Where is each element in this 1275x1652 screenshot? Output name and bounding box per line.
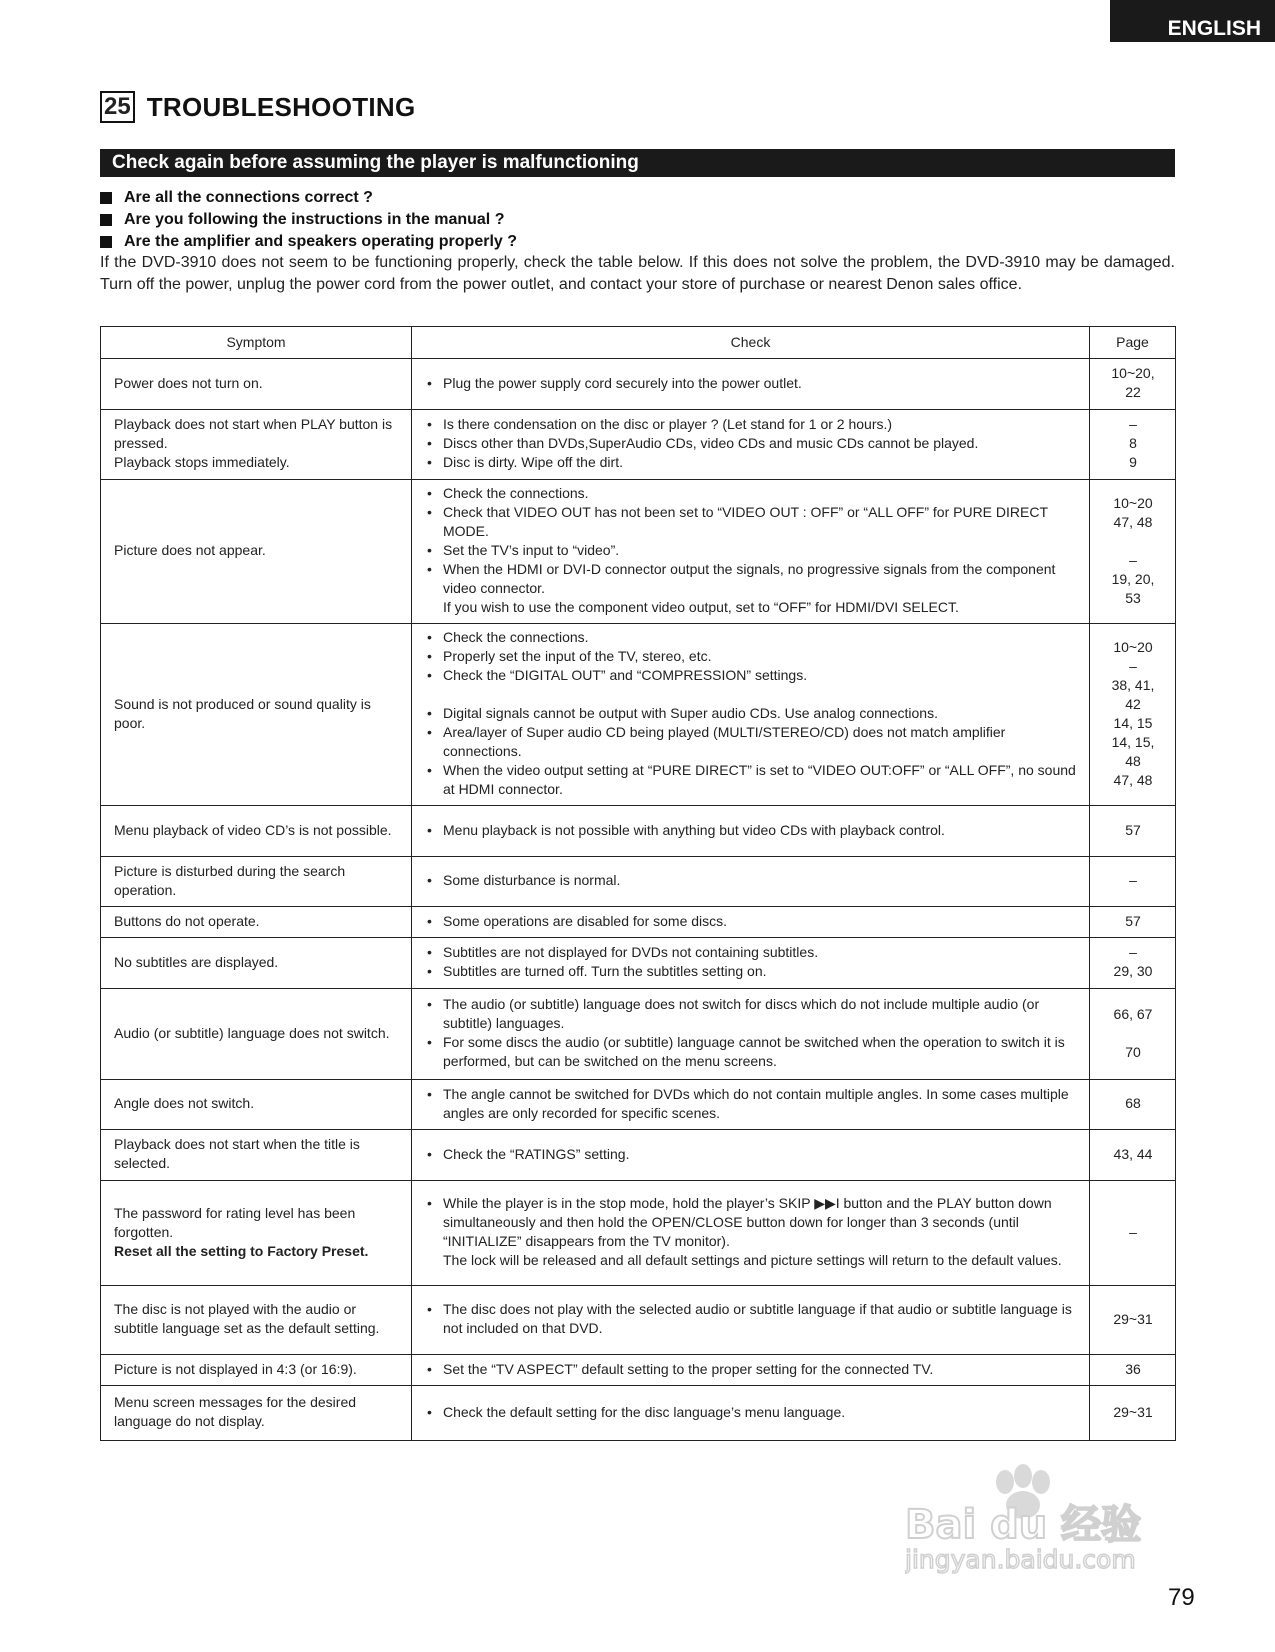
page-reference: –: [1129, 551, 1137, 568]
page-cell: [1090, 938, 1176, 989]
symptom-text: Picture does not appear.: [114, 542, 266, 558]
baidu-watermark: [905, 1460, 1205, 1575]
pre-check-item: Are the amplifier and speakers operating properly ?: [100, 231, 517, 253]
check-note: The lock will be released and all default settings and picture settings will return to the default values.: [443, 1252, 1062, 1268]
page-reference: 57: [1125, 821, 1141, 838]
check-list: [425, 1360, 1077, 1379]
table-row: [101, 806, 1176, 857]
page-reference: 66, 67: [1113, 1005, 1153, 1022]
table-row: [101, 359, 1176, 410]
symptom-cell: [101, 480, 412, 624]
page-cell: [1090, 1080, 1176, 1130]
check-cell: [412, 806, 1090, 857]
check-item: • While the player is in the stop mode, hold the player’s SKIP ▶▶I button and the PLAY button down simultaneously and then hold the OPEN/CLOSE button down for longer than 3 seconds (until “INITIALIZE” disappears from the TV monitor).: [425, 1194, 1077, 1251]
page-cell: [1090, 1355, 1176, 1386]
section-number: 25: [100, 91, 135, 123]
table-row: [101, 1080, 1176, 1130]
page-number: 79: [1168, 1584, 1195, 1611]
page-reference: 29~31: [1113, 1310, 1153, 1327]
column-header-symptom: Symptom: [101, 327, 412, 359]
table-row: [101, 480, 1176, 624]
page-cell: [1090, 624, 1176, 806]
table-row: [101, 1286, 1176, 1355]
symptom-cell: [101, 1286, 412, 1355]
language-tab: ENGLISH: [1110, 0, 1275, 42]
watermark-url: jingyan.baidu.com: [905, 1545, 1136, 1574]
page-cell: [1090, 1181, 1176, 1286]
symptom-cell: [101, 410, 412, 480]
symptom-cell: [101, 1386, 412, 1441]
symptom-text: No subtitles are displayed.: [114, 953, 279, 970]
check-item: • Some operations are disabled for some discs.: [425, 912, 1077, 931]
check-list: [425, 912, 1077, 931]
table-row: [101, 624, 1176, 806]
check-list: [425, 1145, 1077, 1164]
symptom-text: Playback does not start when PLAY button is pressed.: [114, 416, 393, 451]
check-item: • Check the “DIGITAL OUT” and “COMPRESSION” settings.: [425, 666, 1077, 685]
check-item: • Properly set the input of the TV, stereo, etc.: [425, 647, 1077, 666]
check-list: [425, 1194, 1077, 1251]
page-reference: 8: [1129, 435, 1137, 451]
table-row: [101, 1130, 1176, 1181]
page-reference: 14, 15: [1113, 714, 1153, 731]
table-row: [101, 1355, 1176, 1386]
symptom-emphasis: Reset all the setting to Factory Preset.: [114, 1242, 369, 1259]
check-list: [425, 871, 1077, 890]
check-item: • Set the “TV ASPECT” default setting to the proper setting for the connected TV.: [425, 1360, 1077, 1379]
check-item: • Check the connections.: [425, 628, 1077, 647]
check-list: [425, 995, 1077, 1071]
check-cell: [412, 624, 1090, 806]
troubleshooting-table: [100, 326, 1176, 1441]
symptom-cell: [101, 1080, 412, 1130]
pre-check-list: [100, 187, 517, 253]
check-item: • Menu playback is not possible with anything but video CDs with playback control.: [425, 821, 1077, 840]
check-cell: [412, 480, 1090, 624]
table-row: [101, 410, 1176, 480]
symptom-text: Playback stops immediately.: [114, 454, 290, 470]
page-reference: 10~20: [1113, 638, 1153, 655]
check-item: • Subtitles are turned off. Turn the subtitles setting on.: [425, 962, 1077, 981]
page-cell: [1090, 1286, 1176, 1355]
page-reference: 42: [1125, 695, 1141, 712]
symptom-text: Menu playback of video CD’s is not possible.: [114, 821, 392, 838]
check-item: • Check the default setting for the disc language’s menu language.: [425, 1403, 1077, 1422]
square-bullet-icon: [100, 214, 112, 226]
check-list: [425, 415, 1077, 472]
symptom-text: Picture is disturbed during the search operation.: [114, 862, 346, 898]
symptom-cell: [101, 806, 412, 857]
page-reference: 53: [1125, 589, 1141, 606]
check-cell: [412, 1386, 1090, 1441]
check-item: • The angle cannot be switched for DVDs which do not contain multiple angles. In some cases multiple angles are only recorded for specific scenes.: [425, 1085, 1077, 1123]
check-item: • Subtitles are not displayed for DVDs not containing subtitles.: [425, 943, 1077, 962]
section-heading: [100, 91, 416, 123]
symptom-text: Playback does not start when the title is selected.: [114, 1136, 360, 1171]
page-reference: 19, 20,: [1111, 570, 1155, 587]
page-reference: 29, 30: [1113, 963, 1153, 979]
symptom-cell: [101, 907, 412, 938]
page-reference: 68: [1125, 1095, 1141, 1111]
check-cell: [412, 1080, 1090, 1130]
table-row: [101, 1386, 1176, 1441]
check-item: • Digital signals cannot be output with Super audio CDs. Use analog connections.: [425, 704, 1077, 723]
page-reference: 10~20,: [1111, 365, 1155, 381]
page-reference: [1103, 532, 1163, 551]
table-row: [101, 1181, 1176, 1286]
check-cell: [412, 857, 1090, 907]
check-item: • Plug the power supply cord securely into the power outlet.: [425, 374, 1077, 393]
symptom-text: The password for rating level has been forgotten.: [114, 1204, 356, 1240]
page-cell: [1090, 857, 1176, 907]
column-header-check: Check: [412, 327, 1090, 359]
symptom-cell: [101, 1181, 412, 1286]
check-cell: [412, 1181, 1090, 1286]
check-item: • Check that VIDEO OUT has not been set to “VIDEO OUT : OFF” or “ALL OFF” for PURE DIRECT MODE.: [425, 503, 1077, 541]
page-reference: –: [1129, 657, 1137, 674]
symptom-text: Picture is not displayed in 4:3 (or 16:9).: [114, 1360, 357, 1377]
symptom-cell: [101, 938, 412, 989]
page-reference: 10~20: [1113, 494, 1153, 511]
table-row: [101, 989, 1176, 1080]
page-cell: [1090, 806, 1176, 857]
symptom-text: Buttons do not operate.: [114, 912, 260, 929]
symptom-text: Menu screen messages for the desired language do not display.: [114, 1394, 357, 1429]
page-cell: [1090, 410, 1176, 480]
page-reference: 14, 15,: [1111, 733, 1155, 750]
check-cell: [412, 907, 1090, 938]
symptom-text: Audio (or subtitle) language does not switch.: [114, 1024, 390, 1041]
intro-paragraph: If the DVD-3910 does not seem to be functioning properly, check the table below. If this does not solve the problem, the DVD-3910 may be damaged. Turn off the power, unplug the power cord from the power outlet, and contact your store of purchase or nearest Denon sales office.: [100, 254, 1175, 293]
page-reference: –: [1129, 944, 1137, 960]
page-cell: [1090, 359, 1176, 410]
page-reference: –: [1129, 416, 1137, 432]
check-cell: [412, 1355, 1090, 1386]
page-cell: [1090, 480, 1176, 624]
check-list: [425, 1085, 1077, 1123]
symptom-text: The disc is not played with the audio or subtitle language set as the default setting.: [114, 1301, 380, 1336]
check-item: • Some disturbance is normal.: [425, 871, 1077, 890]
check-cell: [412, 359, 1090, 410]
symptom-cell: [101, 359, 412, 410]
check-item: • For some discs the audio (or subtitle) language cannot be switched when the operation to switch it is performed, but can be switched on the menu screens.: [425, 1033, 1077, 1071]
page-reference: [1103, 1024, 1163, 1043]
page-reference: 9: [1129, 454, 1137, 470]
symptom-cell: [101, 989, 412, 1080]
check-cell: [412, 938, 1090, 989]
page-reference: 43, 44: [1113, 1145, 1153, 1162]
check-item: • Check the “RATINGS” setting.: [425, 1145, 1077, 1164]
page-reference: –: [1129, 1223, 1137, 1240]
page-cell: [1090, 1386, 1176, 1441]
check-item: • The disc does not play with the selected audio or subtitle language if that audio or subtitle language is not included on that DVD.: [425, 1300, 1077, 1338]
page-cell: [1090, 907, 1176, 938]
check-item: • When the HDMI or DVI-D connector output the signals, no progressive signals from the component video connector.: [425, 560, 1077, 598]
symptom-cell: [101, 624, 412, 806]
check-item: • Disc is dirty. Wipe off the dirt.: [425, 453, 1077, 472]
section-banner: Check again before assuming the player is malfunctioning: [100, 149, 1175, 177]
check-list: [425, 628, 1077, 799]
check-item: • When the video output setting at “PURE DIRECT” is set to “VIDEO OUT:OFF” or “ALL OFF”, no sound at HDMI connector.: [425, 761, 1077, 799]
page-reference: 38, 41,: [1111, 676, 1155, 693]
page-reference: 70: [1125, 1043, 1141, 1060]
check-list: [425, 1300, 1077, 1338]
column-header-page: Page: [1090, 327, 1176, 359]
table-header-row: [101, 327, 1176, 359]
check-list: [425, 943, 1077, 981]
watermark-brand: Bai du 经验: [905, 1502, 1142, 1548]
symptom-cell: [101, 857, 412, 907]
page-cell: [1090, 989, 1176, 1080]
symptom-cell: [101, 1355, 412, 1386]
page-title: TROUBLESHOOTING: [146, 91, 416, 122]
page-reference: 22: [1125, 384, 1141, 400]
symptom-text: Angle does not switch.: [114, 1095, 255, 1111]
page-reference: –: [1129, 872, 1137, 888]
check-cell: [412, 989, 1090, 1080]
check-list: [425, 821, 1077, 840]
check-item: • Area/layer of Super audio CD being played (MULTI/STEREO/CD) does not match amplifier connections.: [425, 723, 1077, 761]
square-bullet-icon: [100, 192, 112, 204]
pre-check-item: Are all the connections correct ?: [100, 187, 517, 209]
check-item: • Discs other than DVDs,SuperAudio CDs, video CDs and music CDs cannot be played.: [425, 434, 1077, 453]
table-row: [101, 938, 1176, 989]
check-note: If you wish to use the component video output, set to “OFF” for HDMI/DVI SELECT.: [443, 599, 959, 615]
table-row: [101, 907, 1176, 938]
page-reference: 47, 48: [1113, 513, 1153, 530]
table-row: [101, 857, 1176, 907]
check-list: [425, 484, 1077, 598]
page-reference: 29~31: [1113, 1403, 1153, 1420]
page-reference: 48: [1125, 752, 1141, 769]
check-item: • Is there condensation on the disc or player ? (Let stand for 1 or 2 hours.): [425, 415, 1077, 434]
symptom-text: Power does not turn on.: [114, 374, 263, 391]
square-bullet-icon: [100, 236, 112, 248]
check-list: [425, 374, 1077, 393]
check-item: • Set the TV’s input to “video”.: [425, 541, 1077, 560]
pre-check-item: Are you following the instructions in the manual ?: [100, 209, 517, 231]
symptom-cell: [101, 1130, 412, 1181]
check-item: • Check the connections.: [425, 484, 1077, 503]
page-reference: 36: [1125, 1360, 1141, 1377]
check-list: [425, 1403, 1077, 1422]
check-cell: [412, 410, 1090, 480]
check-cell: [412, 1130, 1090, 1181]
symptom-text: Sound is not produced or sound quality is poor.: [114, 695, 371, 731]
check-cell: [412, 1286, 1090, 1355]
check-item: • The audio (or subtitle) language does not switch for discs which do not include multiple audio (or subtitle) languages.: [425, 995, 1077, 1033]
page-reference: 47, 48: [1113, 771, 1153, 788]
page-reference: 57: [1125, 912, 1141, 929]
page-cell: [1090, 1130, 1176, 1181]
